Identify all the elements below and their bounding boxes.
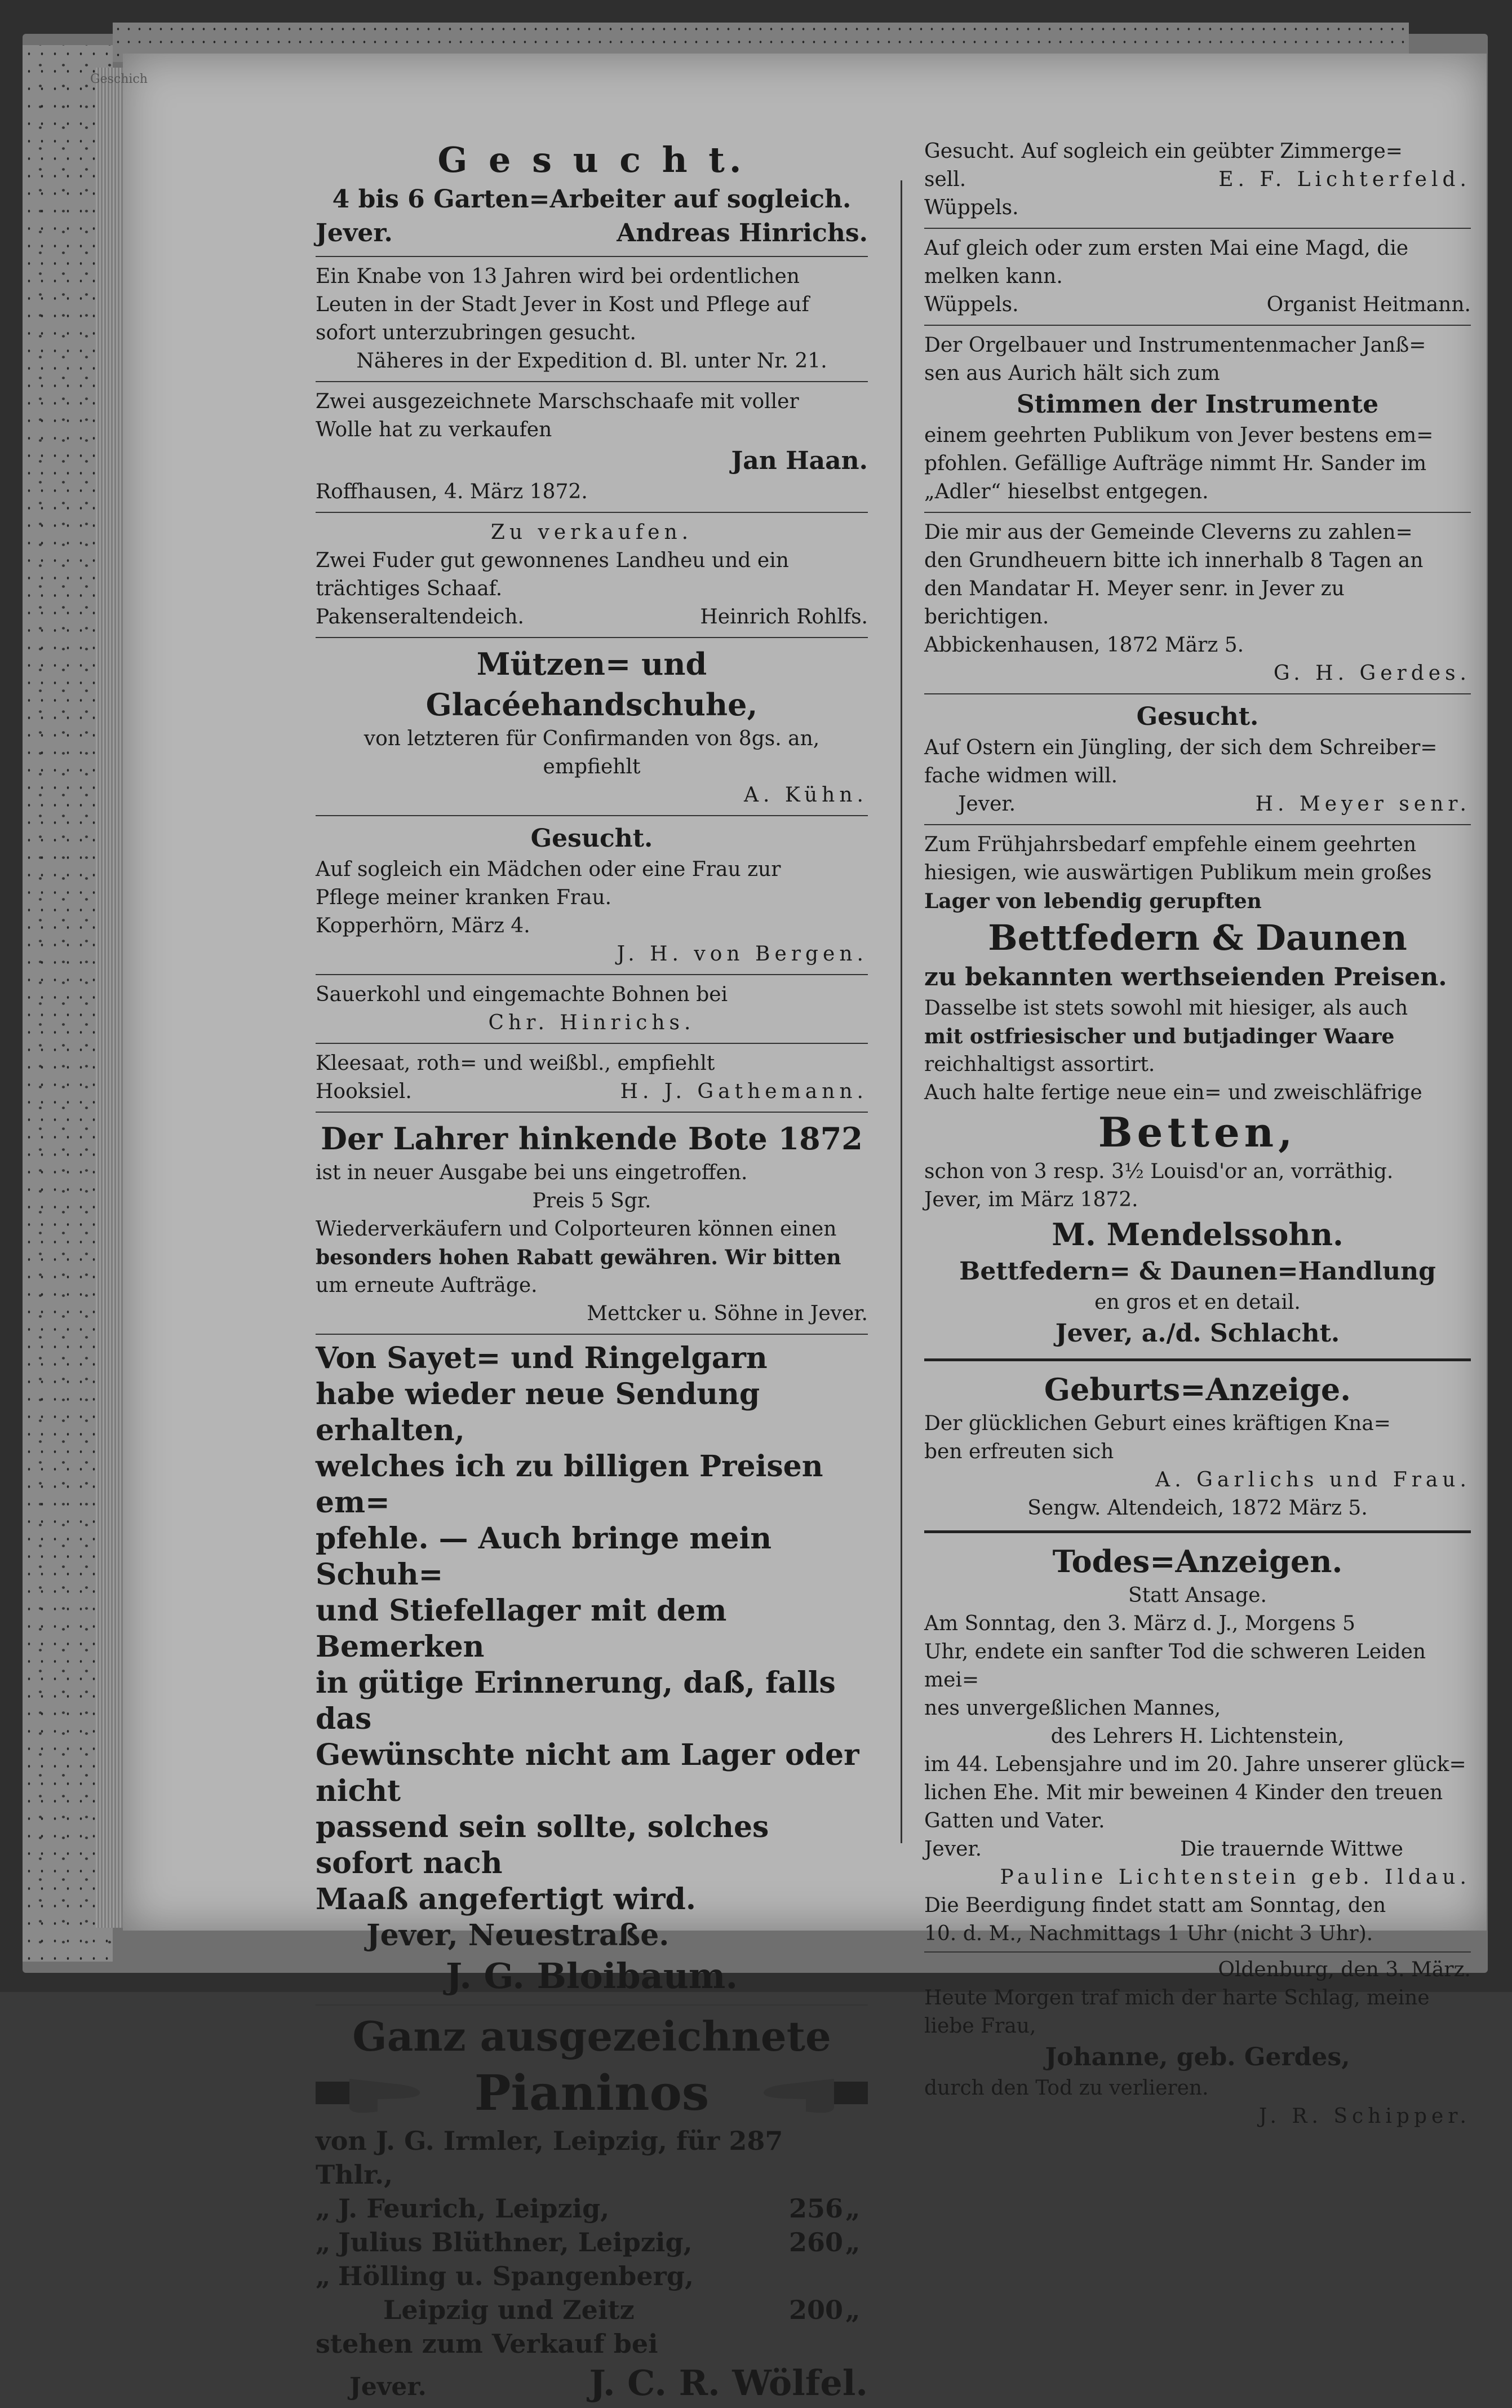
ad-title: Todes=Anzeigen.: [1052, 1543, 1343, 1579]
column-divider: [901, 180, 902, 1843]
ad-kleesaat: [316, 1047, 868, 1108]
ad-line: Zum Frühjahrsbedarf empfehle einem geehrten: [924, 833, 1417, 856]
divider: [316, 1334, 868, 1335]
ad-magd: [924, 232, 1471, 321]
ad-grundheuern: [924, 516, 1471, 690]
ditto-mark: „: [845, 2227, 861, 2258]
divider: [316, 1112, 868, 1113]
divider: [316, 1043, 868, 1044]
ad-lahrer-bote: [316, 1116, 868, 1330]
ad-line: Lager von lebendig gerupften: [924, 889, 1262, 913]
divider: [924, 693, 1471, 694]
ad-title: Zu verkaufen.: [490, 521, 693, 544]
divider: [316, 256, 868, 257]
ad-line: schon von 3 resp. 3½ Louisd'or an, vorräthig.: [924, 1160, 1394, 1183]
ad-line: [924, 166, 1471, 194]
ad-name: Andreas Hinrichs.: [617, 219, 868, 247]
ad-gesucht-pflege: [316, 820, 868, 971]
ad-place: Hooksiel.: [316, 1080, 412, 1103]
ad-title: Stimmen der Instrumente: [1016, 390, 1379, 419]
ad-line: lichen Ehe. Mit mir beweinen 4 Kinder den treuen: [924, 1781, 1443, 1804]
ad-geburt: [924, 1367, 1471, 1525]
right-column: [924, 135, 1471, 2133]
ad-line: Gewünschte nicht am Lager oder nicht: [316, 1738, 859, 1808]
divider: [316, 974, 868, 975]
ad-line: Heute Morgen traf mich der harte Schlag, meine: [924, 1986, 1430, 2009]
ad-line: Abbickenhausen, 1872 März 5.: [924, 634, 1244, 657]
divider: [924, 512, 1471, 513]
ad-line: Auf Ostern ein Jüngling, der sich dem Schreiber=: [924, 736, 1438, 759]
price-row: [316, 2225, 868, 2259]
divider: [924, 824, 1471, 825]
ad-line: Der Orgelbauer und Instrumentenmacher Janß=: [924, 334, 1426, 357]
ad-line: besonders hohen Rabatt gewähren. Wir bitten: [316, 1246, 841, 1269]
pointing-hand-left-icon: [761, 2062, 868, 2124]
ad-place: Jever.: [349, 2372, 427, 2401]
piano-heading: [316, 2062, 868, 2124]
ad-line: stehen zum Verkauf bei: [316, 2329, 658, 2359]
price-row: von J. G. Irmler, Leipzig, für 287 Thlr.,: [316, 2126, 783, 2190]
ad-line: Näheres in der Expedition d. Bl. unter Nr. 21.: [356, 349, 827, 373]
ad-line: welches ich zu billigen Preisen em=: [316, 1449, 823, 1520]
ditto-mark: „: [845, 2295, 861, 2325]
ad-line: Dasselbe ist stets sowohl mit hiesiger, als auch: [924, 997, 1408, 1020]
ad-line: fache widmen will.: [924, 764, 1118, 787]
ad-line: 10. d. M., Nachmittags 1 Uhr (nicht 3 Uhr).: [924, 1922, 1373, 1945]
ad-line: Auf gleich oder zum ersten Mai eine Magd, die: [924, 237, 1409, 260]
ad-place: Jever, a./d. Schlacht.: [1055, 1319, 1340, 1348]
left-column: [316, 135, 868, 2408]
ditto-mark: „: [316, 2193, 331, 2224]
ad-pianinos: [316, 2009, 868, 2408]
ad-line: trächtiges Schaaf.: [316, 577, 503, 600]
page-stack: [96, 68, 124, 1928]
maker: Hölling u. Spangenberg,: [338, 2261, 694, 2291]
ad-line: Gesucht. Auf sogleich ein geübter Zimmerge=: [924, 140, 1403, 163]
ad-name: Organist Heitmann.: [1266, 293, 1471, 316]
price: 260: [789, 2227, 844, 2258]
ad-knabe: [316, 260, 868, 378]
divider: [316, 512, 868, 513]
ad-name: Johanne, geb. Gerdes,: [1045, 2043, 1350, 2071]
ad-place: Jever.: [958, 793, 1016, 816]
ad-place: Oldenburg, den 3. März.: [1218, 1958, 1471, 1981]
ad-line: sell.: [924, 168, 966, 191]
ad-title: Gesucht.: [1136, 702, 1259, 731]
ad-name: Pauline Lichtenstein geb. Ildau.: [1000, 1866, 1471, 1889]
ad-line: Auch halte fertige neue ein= und zweischläfrige: [924, 1081, 1422, 1104]
ad-orgelbauer: [924, 329, 1471, 508]
ad-line: habe wieder neue Sendung erhalten,: [316, 1377, 760, 1448]
price-row: [316, 2192, 868, 2225]
ad-zimmergesell: [924, 135, 1471, 224]
ad-line: Pflege meiner kranken Frau.: [316, 886, 612, 909]
divider: [924, 1951, 1471, 1953]
ad-name: G. H. Gerdes.: [1273, 662, 1471, 685]
ad-line: Wiederverkäufern und Colporteuren können einen: [316, 1218, 837, 1241]
ad-name: Mettcker u. Söhne in Jever.: [587, 1302, 868, 1325]
ad-line: ist in neuer Ausgabe bei uns eingetroffen.: [316, 1161, 748, 1184]
ad-title: Betten,: [1098, 1108, 1297, 1156]
ad-line: den Grundheuern bitte ich innerhalb 8 Tagen an: [924, 549, 1424, 572]
ad-name: J. G. Bloibaum.: [445, 1955, 738, 1997]
ad-subtitle: zu bekannten werthseienden Preisen.: [924, 963, 1447, 991]
ad-line: von letzteren für Confirmanden von 8gs. an, empfiehlt: [363, 727, 820, 778]
ad-signature: [924, 1835, 1471, 1863]
divider: [316, 381, 868, 382]
ad-line: in gütige Erinnerung, daß, falls das: [316, 1666, 836, 1736]
price: 200: [789, 2295, 844, 2325]
maker: J. Feurich, Leipzig,: [338, 2193, 610, 2224]
ad-line: melken kann.: [924, 265, 1063, 288]
ad-line: Gatten und Vater.: [924, 1809, 1105, 1832]
ad-place: Kopperhörn, März 4.: [316, 914, 530, 937]
ad-place: Wüppels.: [924, 293, 1019, 316]
ad-line: liebe Frau,: [924, 2015, 1036, 2038]
ad-line: Leuten in der Stadt Jever in Kost und Pflege auf: [316, 293, 809, 316]
ad-name: Chr. Hinrichs.: [488, 1011, 695, 1034]
ad-place: Pakenseraltendeich.: [316, 605, 524, 628]
ad-place: Jever.: [924, 1838, 982, 1861]
maker: Leipzig und Zeitz: [383, 2295, 635, 2325]
ad-title: Mützen= und Glacéehandschuhe,: [425, 646, 758, 723]
ad-line: Kleesaat, roth= und weißbl., empfiehlt: [316, 1052, 715, 1075]
ad-title: Gesucht.: [530, 824, 653, 853]
divider: [316, 637, 868, 638]
ad-signature: [924, 291, 1471, 319]
ad-line: sen aus Aurich hält sich zum: [924, 362, 1220, 385]
ad-line: 4 bis 6 Garten=Arbeiter auf sogleich.: [332, 185, 852, 214]
divider: [316, 815, 868, 816]
ditto-mark: „: [845, 2193, 861, 2224]
ad-line: Auf sogleich ein Mädchen oder eine Frau zur: [316, 858, 781, 881]
ad-name: J. H. von Bergen.: [617, 942, 868, 966]
ad-line: Die Beerdigung findet statt am Sonntag, den: [924, 1894, 1386, 1917]
ad-line: Die mir aus der Gemeinde Cleverns zu zahlen=: [924, 521, 1413, 544]
ditto-mark: „: [316, 2261, 331, 2291]
ad-title: Geburts=Anzeige.: [1044, 1371, 1351, 1407]
ad-line: Maaß angefertigt wird.: [316, 1882, 696, 1916]
ad-muetzen: [316, 641, 868, 812]
ditto-mark: „: [316, 2227, 331, 2258]
ad-firm: Bettfedern= & Daunen=Handlung: [959, 1257, 1436, 1286]
ad-line: pfehle. — Auch bringe mein Schuh=: [316, 1521, 772, 1592]
ad-landheu: [316, 516, 868, 634]
ad-name: A. Garlichs und Frau.: [1155, 1468, 1471, 1491]
ad-place: Wüppels.: [924, 196, 1019, 219]
ad-line: Uhr, endete ein sanfter Tod die schweren Leiden mei=: [924, 1640, 1426, 1692]
ad-line: sofort unterzubringen gesucht.: [316, 321, 636, 344]
ad-place: Jever.: [316, 219, 393, 247]
ad-name: H. Meyer senr.: [1255, 793, 1471, 816]
ad-sauerkohl: [316, 979, 868, 1039]
ad-sayet: [316, 1338, 868, 2001]
ad-name: H. J. Gathemann.: [620, 1080, 868, 1103]
ad-name: Jan Haan.: [731, 446, 868, 475]
ad-line: reichhaltigst assortirt.: [924, 1053, 1155, 1076]
ad-name: J. R. Schipper.: [1258, 2105, 1471, 2128]
ad-line: hiesigen, wie auswärtigen Publikum mein großes: [924, 861, 1432, 884]
ad-line: Sauerkohl und eingemachte Bohnen bei: [316, 983, 728, 1006]
ad-title-pianinos: Pianinos: [474, 2064, 710, 2122]
ad-title: Bettfedern & Daunen: [988, 917, 1407, 958]
divider: [924, 1358, 1471, 1361]
ad-name: M. Mendelssohn.: [1052, 1216, 1343, 1252]
price-row: [316, 2259, 868, 2293]
ad-signature: [316, 1078, 868, 1106]
ad-name: A. Kühn.: [744, 784, 868, 807]
ad-name: J. C. R. Wölfel.: [589, 2362, 868, 2403]
ad-signature: [316, 603, 868, 631]
ad-line: den Mandatar H. Meyer senr. in Jever zu berichtigen.: [924, 577, 1345, 628]
ad-firm: en gros et en detail.: [1094, 1291, 1301, 1314]
pointing-hand-right-icon: [316, 2062, 423, 2124]
ad-line: durch den Tod zu verlieren.: [924, 2077, 1209, 2100]
ad-title: Ganz ausgezeichnete: [352, 2012, 831, 2060]
ad-line: des Lehrers H. Lichtenstein,: [1050, 1725, 1345, 1748]
ad-line: um erneute Aufträge.: [316, 1274, 538, 1297]
ad-line: Zwei Fuder gut gewonnenes Landheu und ein: [316, 549, 789, 572]
ad-name: E. F. Lichterfeld.: [1218, 168, 1471, 191]
ad-name: Heinrich Rohlfs.: [700, 605, 868, 628]
ad-place: Jever, Neuestraße.: [366, 1918, 669, 1953]
ad-line: Die trauernde Wittwe: [1180, 1838, 1403, 1861]
divider: [316, 2004, 868, 2006]
maker: Julius Blüthner, Leipzig,: [338, 2227, 693, 2258]
ad-title: Der Lahrer hinkende Bote 1872: [321, 1121, 863, 1157]
ad-signature: [316, 2361, 868, 2406]
ad-line: Wolle hat zu verkaufen: [316, 418, 552, 441]
ad-bettfedern: [924, 829, 1471, 1353]
ad-todes: [924, 1539, 1471, 2133]
ad-gesucht-juengling: [924, 698, 1471, 821]
ad-line: pfohlen. Gefällige Aufträge nimmt Hr. Sander im: [924, 452, 1427, 475]
ad-line: mit ostfriesischer und butjadinger Waare: [924, 1025, 1395, 1048]
ad-line: und Stiefellager mit dem Bemerken: [316, 1593, 727, 1664]
ad-line: Der glücklichen Geburt eines kräftigen Kna=: [924, 1412, 1391, 1435]
divider: [924, 325, 1471, 326]
divider: [924, 228, 1471, 229]
ad-line: im 44. Lebensjahre und im 20. Jahre unserer glück=: [924, 1753, 1466, 1776]
ad-line: nes unvergeßlichen Mannes,: [924, 1697, 1221, 1720]
ad-place: Roffhausen, 4. März 1872.: [316, 480, 588, 503]
ad-line: Am Sonntag, den 3. März d. J., Morgens 5: [924, 1612, 1355, 1635]
ad-line: ben erfreuten sich: [924, 1440, 1114, 1463]
ad-signature: [316, 216, 868, 250]
ad-schaafe: [316, 386, 868, 508]
ad-line: Von Sayet= und Ringelgarn: [316, 1341, 768, 1375]
ad-signature: [924, 790, 1471, 818]
price-row: [316, 2293, 868, 2327]
book-label: Geschich: [90, 72, 148, 86]
price: 256: [789, 2193, 844, 2224]
divider: [924, 1530, 1471, 1533]
ad-subtitle: Statt Ansage.: [1128, 1584, 1267, 1607]
ad-title: G e s u c h t.: [437, 139, 746, 180]
ad-line: Jever, im März 1872.: [924, 1188, 1138, 1211]
ad-price: Preis 5 Sgr.: [532, 1189, 651, 1212]
ad-line: Zwei ausgezeichnete Marschschaafe mit voller: [316, 390, 799, 413]
ad-line: passend sein sollte, solches sofort nach: [316, 1810, 769, 1880]
ad-line: „Adler“ hieselbst entgegen.: [924, 480, 1209, 503]
ad-line: einem geehrten Publikum von Jever bestens em=: [924, 424, 1434, 447]
ad-line: Ein Knabe von 13 Jahren wird bei ordentlichen: [316, 265, 800, 288]
ad-gesucht-garten: [316, 135, 868, 253]
ad-place: Sengw. Altendeich, 1872 März 5.: [1027, 1497, 1368, 1520]
